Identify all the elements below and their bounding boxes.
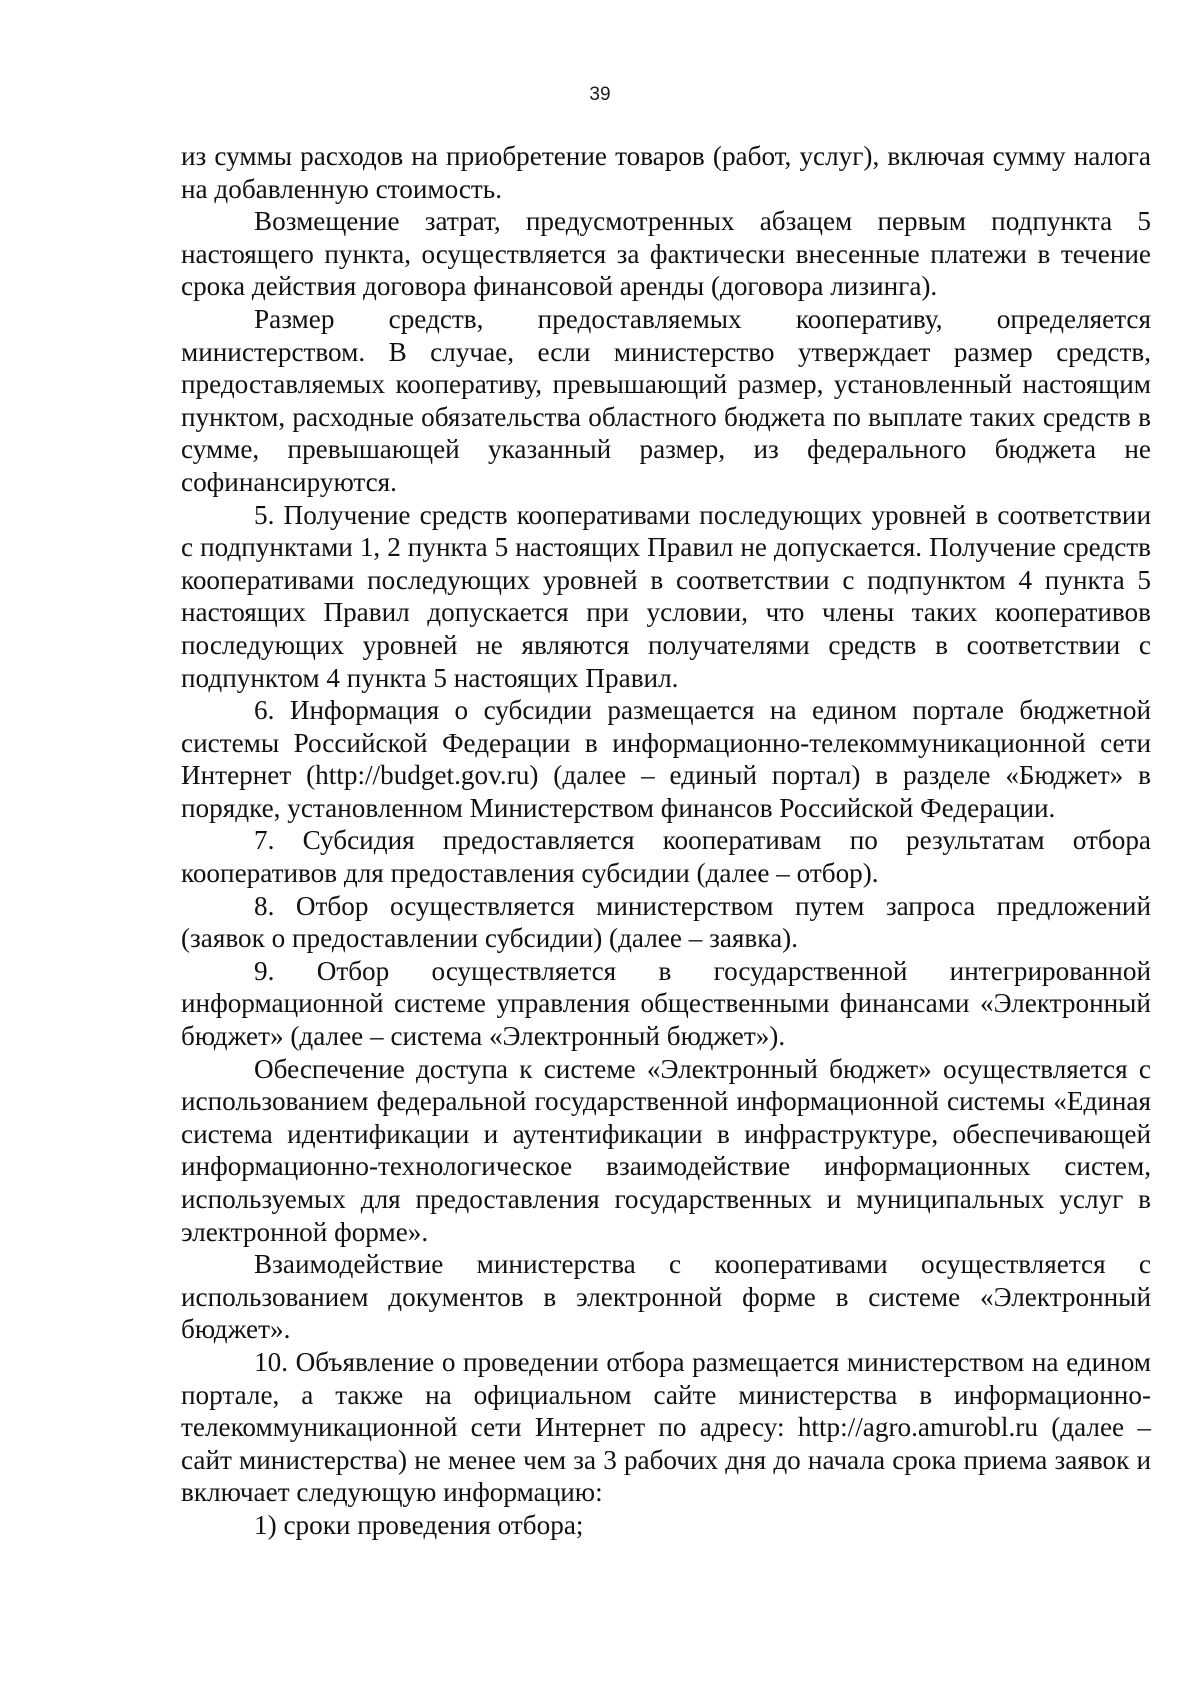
document-body	[181, 140, 1151, 1542]
paragraph-item-10: 10. Объявление о проведении отбора размещается министерством на едином портале, а также на официальном сайте министерства в информационно-телекоммуникационной сети Интернет по адресу: http://agro.amurobl.ru (далее – сайт министерства) не менее чем за 3 рабочих дня до начала срока приема заявок и включает следующую информацию:	[181, 1346, 1151, 1508]
paragraph-funds-amount: Размер средств, предоставляемых кооперативу, определяется министерством. В случае, если министерство утверждает размер средств, предоставляемых кооперативу, превышающий размер, установленный настоящим пунктом, расходные обязательства областного бюджета по выплате таких средств в сумме, превышающей указанный размер, из федерального бюджета не софинансируются.	[181, 303, 1151, 497]
paragraph-interaction: Взаимодействие министерства с кооперативами осуществляется с использованием документов в электронной форме в системе «Электронный бюджет».	[181, 1249, 1151, 1345]
paragraph-continuation: из суммы расходов на приобретение товаров (работ, услуг), включая сумму налога на добавленную стоимость.	[181, 141, 1151, 204]
paragraph-cost-reimbursement: Возмещение затрат, предусмотренных абзацем первым подпункта 5 настоящего пункта, осуществляется за фактически внесенные платежи в течение срока действия договора финансовой аренды (договора лизинга).	[181, 206, 1151, 302]
paragraph-item-8: 8. Отбор осуществляется министерством путем запроса предложений (заявок о предоставлении субсидии) (далее – заявка).	[181, 890, 1151, 954]
paragraph-subitem-1: 1) сроки проведения отбора;	[254, 1509, 584, 1540]
paragraph-system-access: Обеспечение доступа к системе «Электронный бюджет» осуществляется с использованием федеральной государственной информационной системы «Единая система идентификации и аутентификации в инфраструктуре, обеспечивающей информационно-технологическое взаимодействие информационных систем, используемых для предоставления государственных и муниципальных услуг в электронной форме».	[181, 1053, 1151, 1247]
paragraph-item-9: 9. Отбор осуществляется в государственной интегрированной информационной системе управления общественными финансами «Электронный бюджет» (далее – система «Электронный бюджет»).	[181, 955, 1151, 1052]
paragraph-item-6: 6. Информация о субсидии размещается на едином портале бюджетной системы Российской Федерации в информационно-телекоммуникационной сети Интернет (http://budget.gov.ru) (далее – единый портал) в разделе «Бюджет» в порядке, установленном Министерством финансов Российской Федерации.	[181, 695, 1151, 823]
page-number: 39	[589, 84, 611, 105]
paragraph-item-5: 5. Получение средств кооперативами последующих уровней в соответствии с подпунктами 1, 2 пункта 5 настоящих Правил не допускается. Получение средств кооперативами последующих уровней в соответствии с подпунктом 4 пункта 5 настоящих Правил допускается при условии, что члены таких кооперативов последующих уровней не являются получателями средств в соответствии с подпунктом 4 пункта 5 настоящих Правил.	[181, 499, 1151, 693]
paragraph-item-7: 7. Субсидия предоставляется кооперативам по результатам отбора кооперативов для предоставления субсидии (далее – отбор).	[181, 825, 1151, 889]
